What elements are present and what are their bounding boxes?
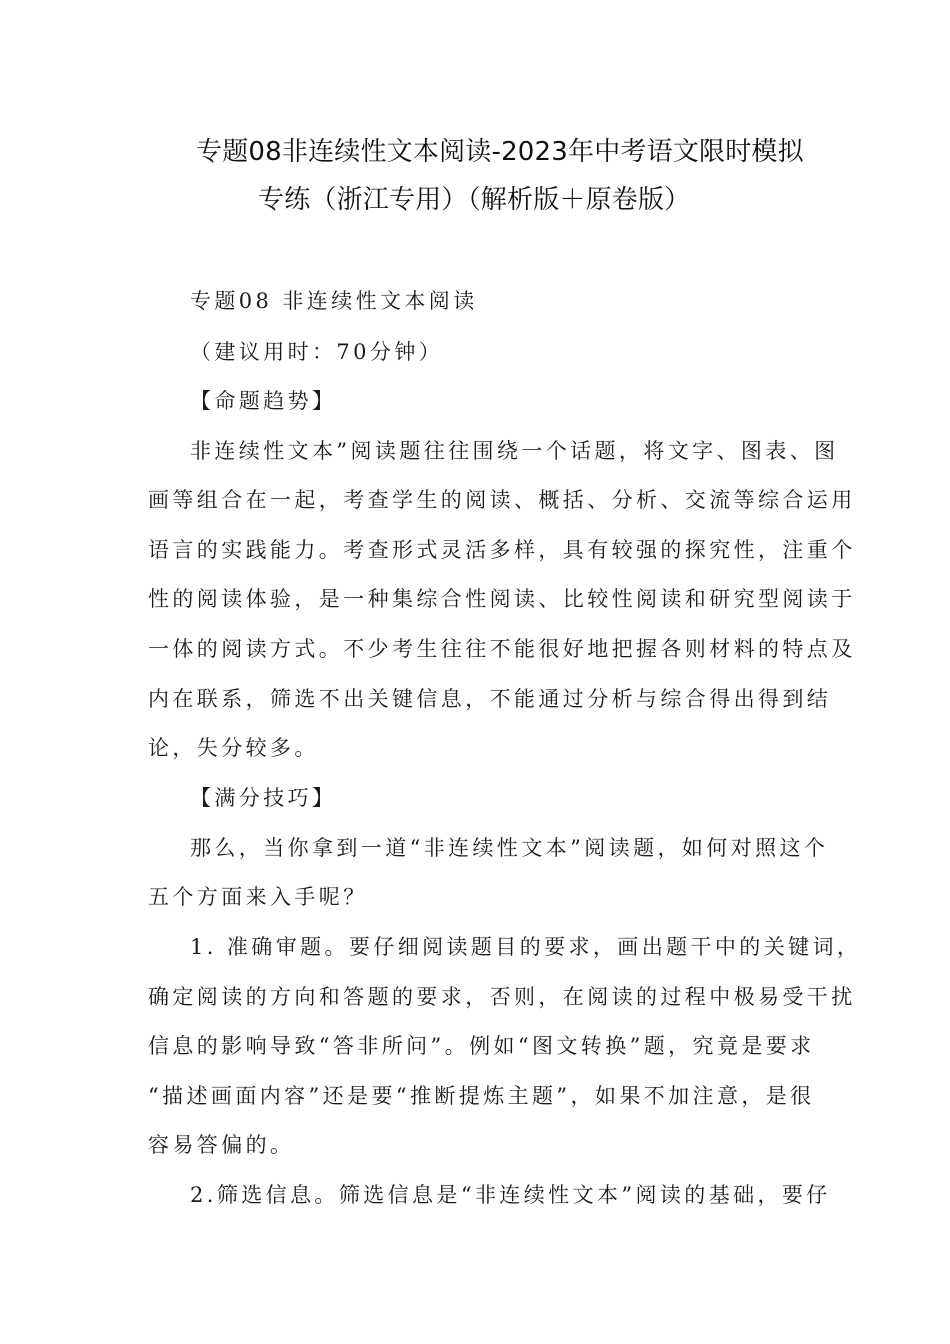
trend-paragraph-line: 语言的实践能力。考查形式灵活多样，具有较强的探究性，注重个 (148, 538, 856, 562)
trend-paragraph-line: 画等组合在一起，考查学生的阅读、概括、分析、交流等综合运用 (148, 488, 856, 512)
point-1-line: “描述画面内容”还是要“推断提炼主题”，如果不加注意，是很 (148, 1084, 815, 1108)
point-2-line: 2.筛选信息。筛选信息是“非连续性文本”阅读的基础，要仔 (190, 1183, 831, 1207)
point-1-line: 确定阅读的方向和答题的要求，否则，在阅读的过程中极易受干扰 (148, 985, 856, 1009)
section-subtitle: 专题08 非连续性文本阅读 (190, 289, 478, 313)
point-1-line: 信息的影响导致“答非所问”。例如“图文转换”题，究竟是要求 (148, 1034, 815, 1058)
section-heading-trend: 【命题趋势】 (190, 389, 337, 413)
section-heading-skills: 【满分技巧】 (190, 786, 337, 810)
trend-paragraph-line: 内在联系，筛选不出关键信息，不能通过分析与综合得出得到结 (148, 687, 832, 711)
time-hint: （建议用时：70分钟） (190, 340, 444, 364)
trend-paragraph-line: 非连续性文本”阅读题往往围绕一个话题，将文字、图表、图 (190, 439, 839, 463)
document-title-line-2: 专练（浙江专用）（解析版＋原卷版） (258, 185, 691, 215)
point-1-line: 容易答偏的。 (148, 1133, 295, 1157)
document-title-line-1: 专题08非连续性文本阅读-2023年中考语文限时模拟 (196, 137, 804, 167)
skills-intro-line: 五个方面来入手呢？ (148, 885, 368, 909)
trend-paragraph-line: 性的阅读体验，是一种集综合性阅读、比较性阅读和研究型阅读于 (148, 587, 856, 611)
trend-paragraph-line: 论，失分较多。 (148, 736, 319, 760)
skills-intro-line: 那么，当你拿到一道“非连续性文本”阅读题，如何对照这个 (190, 836, 829, 860)
trend-paragraph-line: 一体的阅读方式。不少考生往往不能很好地把握各则材料的特点及 (148, 637, 856, 661)
point-1-line: 1. 准确审题。要仔细阅读题目的要求，画出题干中的关键词， (190, 935, 862, 959)
